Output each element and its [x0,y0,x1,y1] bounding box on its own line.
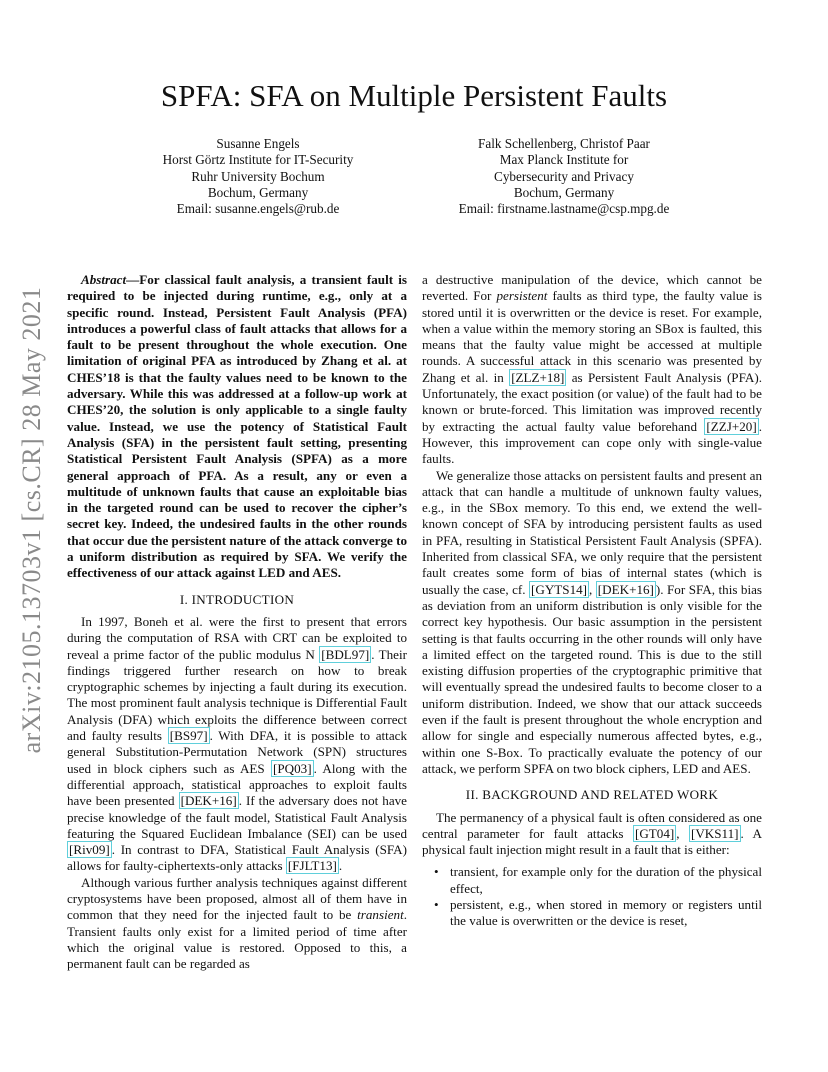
author-line: Bochum, Germany [207,184,309,200]
right-paragraph-1 [422,272,762,468]
citation-link[interactable]: [VKS11] [690,825,739,841]
text-run: ). For SFA, this bias as deviation from an uniform distribution is only visible for the correct key hypothesis. Our basic assumption in the persistent setting is that faults occurring in the other rounds will only have a limited effect on the targeted round. This is due to the still existing diffusion properties of the cryptographic primitive that will eventually spread the undesired faults to become closer to a uniform distribution. Indeed, we show that our attack succeeds even if the fault is present throughout the whole encryption and allow for single and especially numerous affected bytes, e.g., within one S-Box. To practically evaluate the potency of our attack, we perform SPFA on two block ciphers, LED and AES. [422,581,763,776]
text-run: a destructive manipulation of the device, which cannot be reverted. For [422,272,762,304]
citation-link[interactable]: [BS97] [169,728,208,744]
text-run: . [338,858,343,874]
author-line: Falk Schellenberg, Christof Paar [478,136,650,151]
text-run: . Transient faults only exist for a limited period of time after which the original value is restored. Opposed to this, a permanent fault can be regarded as [67,907,407,972]
author-line: Max Planck Institute for [499,152,629,168]
author-block-2 [414,136,714,217]
arxiv-id: arXiv:2105.13703v1 [cs.CR] 28 May 2021 [17,286,46,754]
section-heading-introduction: I. INTRODUCTION [179,591,295,607]
emphasis: transient [357,907,404,923]
citation-link[interactable]: [GT04] [634,825,675,841]
text-run: . Their findings triggered further research on how to break cryptographic schemes by injecting a fault during its execution. The most prominent fault analysis technique is Differential Fault Analysis (DFA) which exploits the difference between correct and faulty results [67,646,407,744]
fault-type-list [422,864,762,929]
text-run: . A physical fault injection might result in a fault that is either: [422,825,762,858]
text-run: . With DFA, it is possible to attack general Substitution-Permutation Network (SPN) structures used in block ciphers such as AES [67,728,407,776]
author-line: Horst Görtz Institute for IT-Security [162,152,354,168]
text-run: The permanency of a physical fault is often considered as one central parameter for fault attacks [422,809,762,841]
text-run: as Persistent Fault Analysis (PFA). Unfortunately, the exact position (or value) of the fault had to be known or brute-forced. This limitation was improved recently by extracting the actual faulty value beforehand [422,369,762,434]
author-line: Cybersecurity and Privacy [494,168,634,184]
section-heading-background: II. BACKGROUND AND RELATED WORK [465,787,719,803]
intro-paragraph-2 [67,875,407,973]
author-line: Bochum, Germany [513,184,615,200]
right-paragraph-2 [422,468,762,778]
text-run: . However, this improvement can cope only with single-value faults. [422,418,762,467]
intro-paragraph-1 [67,614,407,875]
citation-link[interactable]: [DEK+16] [180,793,237,809]
abstract [67,272,407,582]
abstract-text: —For classical fault analysis, a transient fault is required to be injected during runtime, e.g., only at a specific round. Instead, Persistent Fault Analysis (PFA) introduces a powerful class of fault attacks that allows for a fault to be present throughout the whole execution. One limitation of original PFA as introduced by Zhang et al. at CHES’18 is that the faulty values need to be known to the adversary. While this was addressed at a follow-up work at CHES’20, the solution is only applicable to a single faulty value. Instead, we use the potency of Statistical Fault Analysis (SFA) in the persistent fault setting, presenting Statistical Persistent Fault Analysis (SPFA) as a more general approach of PFA. As a result, any or even a multitude of unknown faults that cause an exploitable bias in the targeted round can be used to recover the cipher’s secret key. Indeed, the undesired faults in the other rounds that occur due the persistent nature of the attack converge to a uniform distribution as required by SFA. We verify the effectiveness of our attack against LED and AES. [67,272,407,581]
author-email: Email: firstname.lastname@csp.mpg.de [458,201,670,217]
text-run: . In contrast to DFA, Statistical Fault Analysis (SFA) allows for faulty-ciphertexts-only attacks [67,842,407,874]
citation-link[interactable]: [ZZJ+20] [706,418,757,434]
text-run: In 1997, Boneh et al. were the first to present that errors during the computation of RSA with CRT can be exploited to reveal a prime factor of the public modulus N [67,613,407,662]
citation-link[interactable]: [FJLT13] [287,858,337,874]
text-run: faults as third type, the faulty value is stored until it is overwritten or the device is reset. For example, when a value within the memory storing an SBox is faulted, this means that the faulty value might be accessed at multiple rounds. A successful attack in this scenario was presented by Zhang et al. in [422,288,762,385]
citation-link[interactable]: [ZLZ+18] [511,369,565,385]
text-run: . If the adversary does not have precise knowledge of the fault model, Statistical Fault Analysis featuring the Squared Euclidean Imbalance (SEI) can be used [67,793,407,841]
bullet-icon: • [434,896,439,912]
citation-link[interactable]: [BDL97] [321,646,370,662]
list-item-text: transient, for example only for the duration of the physical effect, [450,864,762,896]
list-item [422,864,762,897]
emphasis: persistent [496,288,548,304]
right-column [422,272,762,930]
list-item-text: persistent, e.g., when stored in memory or registers until the value is overwritten or the device is reset, [450,896,762,929]
paper-title: SPFA: SFA on Multiple Persistent Faults [160,78,668,113]
citation-link[interactable]: [DEK+16] [597,581,654,597]
text-run: , [589,581,596,597]
text-run: , [676,825,689,841]
arxiv-sidebar [12,280,52,760]
bullet-icon: • [434,864,439,880]
citation-link[interactable]: [GYTS14] [531,581,588,597]
author-line: Susanne Engels [216,136,300,151]
text-run: . Along with the differential approach, statistical approaches to exploit faults have been presented [67,760,407,809]
citation-link[interactable]: [PQ03] [273,760,312,776]
author-email: Email: susanne.engels@rub.de [176,201,340,217]
left-column [67,272,407,972]
author-block-1 [108,136,408,217]
text-run: We generalize those attacks on persistent faults and present an attack that can handle a multitude of unknown faulty values, e.g., in the SBox memory. To this end, we extend the well-known concept of SFA by introducing persistent faults as used in PFA, resulting in Statistical Persistent Fault Analysis (SPFA). Inherited from classical SFA, we only require that the persistent fault creates some form of bias of internal states (which is usually the case, cf. [422,467,762,597]
text-run: Although various further analysis techniques against different cryptosystems have been proposed, almost all of them have in common that they need for the injected fault to be [67,874,407,923]
abstract-label: Abstract [81,272,127,287]
list-item [422,897,762,930]
background-paragraph-1 [422,810,762,859]
citation-link[interactable]: [Riv09] [69,842,110,858]
author-line: Ruhr University Bochum [191,168,325,184]
